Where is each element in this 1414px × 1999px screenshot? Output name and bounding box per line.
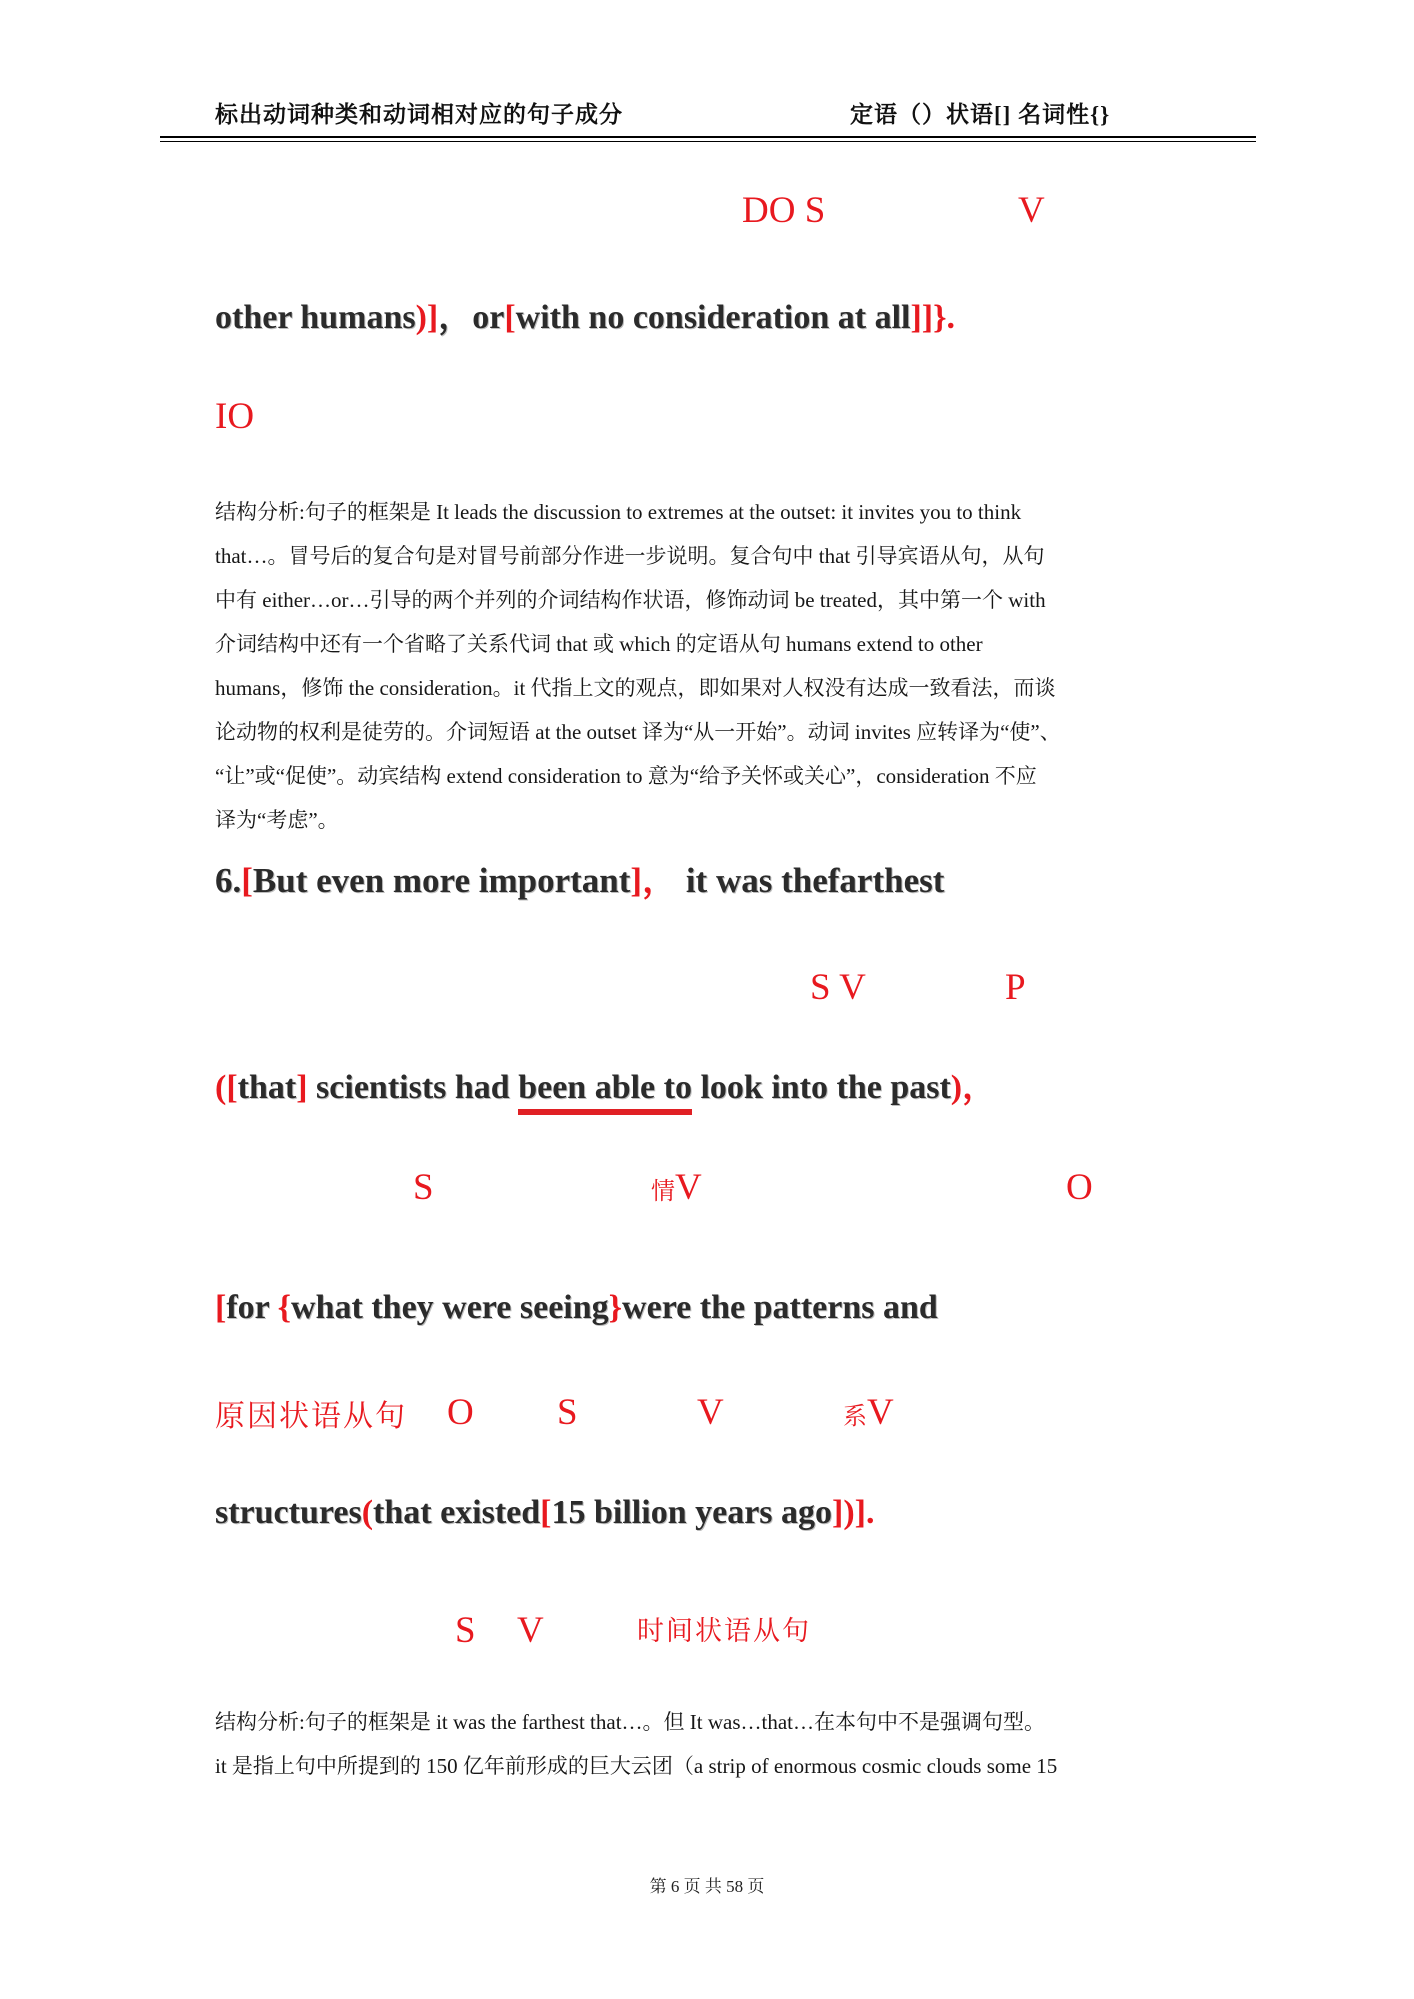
paragraph-line: that…。冒号后的复合句是对冒号前部分作进一步说明。复合句中 that 引导宾语从句，从句 (215, 544, 1045, 568)
header-right-legend: 定语（）状语[] 名词性{} (850, 102, 1111, 127)
annotation-s: S (413, 1167, 434, 1208)
annotation-s3: S (557, 1392, 578, 1433)
annotation-v3: V (697, 1392, 724, 1433)
paragraph-line: 译为“考虑”。 (215, 808, 339, 832)
annotation-reason-clause: 原因状语从句 (215, 1400, 407, 1433)
sentence-line-other-humans: other humans)]，or[with no consideration at all]]}. (215, 299, 956, 336)
annotation-xi-v: 系V (843, 1392, 894, 1433)
structure-analysis-paragraph-1 (215, 490, 1225, 842)
paragraph-line: 结构分析:句子的框架是 it was the farthest that…。但 It was…that…在本句中不是强调句型。 (215, 1710, 1046, 1734)
annotation-p: P (1005, 967, 1026, 1008)
paragraph-line: “让”或“促使”。动宾结构 extend consideration to 意为“给予关怀或关心”，consideration 不应 (215, 764, 1037, 788)
structure-analysis-paragraph-2 (215, 1700, 1225, 1788)
annotation-do-s: DO S (742, 190, 826, 231)
paragraph-line: it 是指上句中所提到的 150 亿年前形成的巨大云团（a strip of enormous cosmic clouds some 15 (215, 1754, 1058, 1778)
annotation-qing-v: 情V (651, 1167, 702, 1208)
sentence-line-for-what: [for {what they were seeing}were the patterns and (215, 1289, 938, 1326)
paragraph-line: 论动物的权利是徒劳的。介词短语 at the outset 译为“从一开始”。动词 invites 应转译为“使”、 (215, 720, 1061, 744)
header-rule (160, 136, 1256, 142)
annotation-io: IO (215, 396, 255, 437)
sentence-line-scientists: ([that] scientists had been able to look into the past)， (215, 1068, 996, 1109)
header-left-title: 标出动词种类和动词相对应的句子成分 (215, 102, 623, 127)
annotation-v4: V (517, 1610, 544, 1651)
annotation-v: V (1018, 190, 1045, 231)
sentence-6-heading: 6.[But even more important]， it was thefarthest (215, 861, 945, 900)
annotation-s4: S (455, 1610, 476, 1651)
paragraph-line: 中有 either…or…引导的两个并列的介词结构作状语，修饰动词 be treated，其中第一个 with (215, 588, 1046, 612)
annotation-time-clause: 时间状语从句 (637, 1616, 811, 1646)
annotation-o2: O (447, 1392, 474, 1433)
sentence-line-structures: structures(that existed[15 billion years ago])]. (215, 1494, 875, 1531)
paragraph-line: 结构分析:句子的框架是 It leads the discussion to extremes at the outset: it invites you to think (215, 500, 1022, 524)
annotation-o: O (1066, 1167, 1093, 1208)
footer-page-number: 第 6 页 共 58 页 (649, 1877, 765, 1896)
annotation-s-v: S V (810, 967, 866, 1008)
paragraph-line: humans，修饰 the consideration。it 代指上文的观点，即如果对人权没有达成一致看法，而谈 (215, 676, 1056, 700)
paragraph-line: 介词结构中还有一个省略了关系代词 that 或 which 的定语从句 humans extend to other (215, 632, 983, 656)
